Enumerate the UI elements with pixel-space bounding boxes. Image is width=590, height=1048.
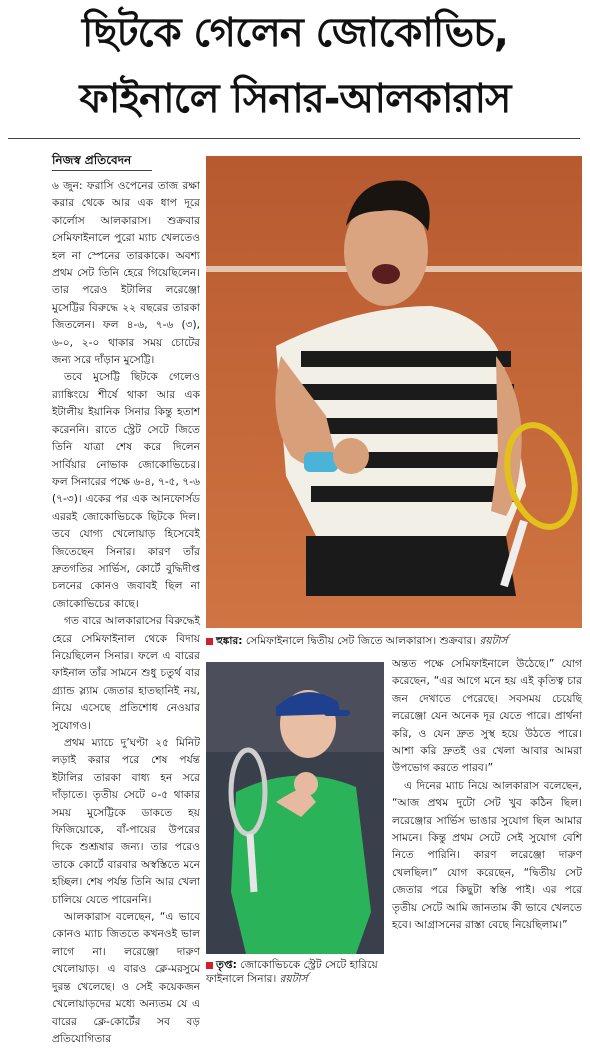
sinner-photo-illustration	[206, 662, 384, 954]
caption-marker-icon	[206, 962, 213, 969]
alcaraz-celebrating-photo	[206, 156, 582, 628]
alcaraz-photo-illustration	[206, 156, 582, 628]
left-text-column	[52, 178, 200, 1045]
byline-underline	[52, 170, 152, 171]
paragraph: তবে মুসেট্টি ছিটকে গেলেও র‌্যাঙ্কিংয়ে শীর্ষে থাকা আর এক ইটালীয় ইয়ানিক সিনার কিন্তু হতাশ করেননি। রাতে স্ট্রেট সেটে জিতে তিনি যাত্রা শেষ করে দিলেন সার্বিয়ার নোভাক জোকোভিচের। ফল সিনারের পক্ষে ৬-৪, ৭-৫, ৭-৬ (৭-৩)। একের পর এক আনফোর্সড এররই জোকোভিচকে ছিটকে দিল। তবে যোগ্য খেলোয়াড় হিসেবেই জিতেছেন সিনার। কারণ তাঁর দ্রুতগতির সার্ভিস, কোর্টে বুদ্ধিদীপ্ত চলনের কোনও জবাবই ছিল না জোকোভিচের কাছে।	[52, 371, 200, 610]
paragraph: অন্তত পক্ষে সেমিফাইনালে উঠেছে।” যোগ করেছেন, “এর আগে মনে হয় এই কৃতিত্ব চার জন দেখাতে পেরেছে। সবসময় চেয়েছি লরেঞ্জো যেন অনেক দূর যেতে পারে। প্রার্থনা করি, ও যেন দ্রুত সুস্থ হয়ে উঠতে পারে। আশা করি দ্রুতই ওর খেলা আবার আমরা উপভোগ করতে পারব।”	[392, 658, 582, 775]
headline-line-2: ফাইনালে সিনার-আলকারাস	[79, 76, 511, 122]
sinner-celebrating-photo	[206, 662, 384, 954]
caption-lead: হুঙ্কার:	[216, 635, 243, 647]
top-photo-caption	[206, 634, 582, 648]
caption-credit: রয়টার্স	[276, 973, 308, 985]
caption-marker-icon	[206, 638, 213, 645]
headline-line-1: ছিটকে গেলেন জোকোভিচ,	[82, 10, 508, 56]
byline: নিজস্ব প্রতিবেদন	[52, 153, 132, 167]
paragraph: ৬ জুন: ফরাসি ওপেনের তাজ রক্ষা করার থেকে আর এক ধাপ দূরে কার্লোস আলকারাস। শুক্রবার সেমিফাইনালে পুরো ম্যাচ খেলতেও হল না স্পেনের তারকাকে। অবশ্য প্রথম সেট তিনি হেরে গিয়েছিলেন। তার পরেও ইটালির লরেঞ্জো মুসেট্টির বিরুদ্ধে ২২ বছরের তারকা জিতলেন। ফল ৪-৬, ৭-৬ (৩), ৬-০, ২-০ থাকার সময় চোটের জন্য সরে দাঁড়ান মুসেট্টি।	[52, 180, 200, 367]
caption-text: সেমিফাইনালে দ্বিতীয় সেট জিতে আলকারাস। শুক্রবার।	[242, 635, 477, 647]
caption-credit: রয়টার্স	[476, 635, 508, 647]
paragraph: এ দিনের ম্যাচ নিয়ে আলকারাস বলেছেন, “আজ প্রথম দুটো সেট খুব কঠিন ছিল। লরেঞ্জোর সার্ভিস ভাঙার সুযোগ ছিল আমার সামনে। কিন্তু প্রথম সেটে সেই সুযোগ বেশি নিতে পারিনি। কারণ লরেঞ্জো দারুণ খেলছিল।” যোগ করেছেন, “দ্বিতীয় সেট জেতার পরে কিছুটা স্বস্তি পাই। এর পরে তৃতীয় সেটে আমি জানতাম কী ভাবে খেলতে হবে। আগ্রাসনের রাস্তা বেছে নিয়েছিলাম।”	[392, 779, 582, 932]
paragraph: আলকারাস বলেছেন, “এ ভাবে কোনও ম্যাচ জিততে কখনওই ভাল লাগে না। লরেঞ্জো দারুণ খেলোয়াড়। এ বারও ক্লে-মরসুমে দুরন্ত খেলেছে। ও সেই কয়েকজন খেলোয়াড়দের মধ্যে অন্যতম যে এ বারের ক্লে-কোর্টের সব বড় প্রতিযোগিতার	[52, 911, 200, 1045]
paragraph: গত বারে আলকারাসের বিরুদ্ধেই হেরে সেমিফাইনাল থেকে বিদায় নিয়েছিলেন সিনার। ফলে এ বারের ফাইনাল তাঁর সামনে শুধু চতুর্থ বার গ্র্যান্ড স্ল্যাম জেতার হাতছানিই নয়, নিয়ে এসেছে প্রতিশোধ নেওয়ার সুযোগও।	[52, 615, 200, 732]
caption-lead: তৃপ্ত:	[216, 959, 237, 971]
bottom-photo-caption	[206, 958, 382, 986]
paragraph: প্রথম ম্যাচে দু’ঘণ্টা ২৫ মিনিট লড়াই করার পরে শেষ পর্যন্ত ইটালির তারকা বাধ্য হন সরে দাঁড়াতে। তৃতীয় সেটে ০-৫ থাকার সময় মুসেট্টিকে ডাকতে হয় ফিজিয়োকে, বাঁ-পায়ের উপরের দিকে শুশ্রূষার জন্য। তার পরেও তাকে কোর্টে বারবার অস্বস্তিতে মনে হচ্ছিল। শেষ পর্যন্ত তিনি আর খেলা চালিয়ে যেতে পারেননি।	[52, 737, 200, 906]
right-text-column	[392, 656, 582, 990]
caption-text: জোকোভিচকে স্ট্রেট সেটে হারিয়ে ফাইনালে সিনার।	[206, 959, 378, 985]
divider	[8, 138, 580, 139]
